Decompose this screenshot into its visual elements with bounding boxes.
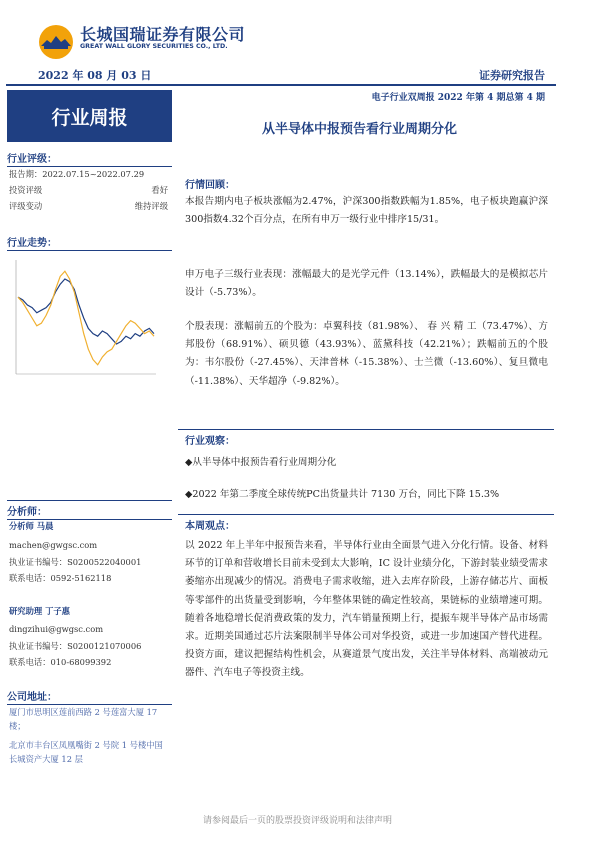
industry-trend-chart xyxy=(10,256,158,384)
rating-row-change xyxy=(9,200,168,212)
assistant-phone: 联系电话：010-68099392 xyxy=(9,657,112,667)
report-type: 证券研究报告 xyxy=(479,69,545,82)
assistant-cert: 执业证书编号：S0200121070006 xyxy=(9,641,142,651)
section-divider xyxy=(178,514,554,515)
report-title: 从半导体中报预告看行业周期分化 xyxy=(262,122,458,137)
address-xiamen: 厦门市思明区莲前西路 2 号莲富大厦 17 楼； xyxy=(9,707,158,731)
report-period: 报告期：2022.07.15~2022.07.29 xyxy=(9,169,145,179)
weekly-view-paragraph: 以 2022 年上半年中报预告来看，半导体行业由全面景气进入分化行情。设备、材料环节的订单和营收增长目前未受到太大影响，IC 设计业绩分化，下游封装业绩受需求萎缩亦出现减少的情况。消费电子需求收缩，进入去库存阶段，上游存储芯片、面板等零部件的出货量受到影响，今年整体果链的确定性较高，果链标的业绩增速可期。随着各地稳增长促消费政策的发力，汽车销量预期上行，提振车规半导体产品市场需求。近期美国通过芯片法案限制半导体公司对华投资，或进一步加速国产替代进程。投资方面，建议把握结构性机会，从赛道景气度出发，关注半导体材料、高端被动元器件、汽车电子等投资主线。 xyxy=(185,540,548,679)
rating-heading: 行业评级： xyxy=(7,150,172,167)
report-date: 2022 年 08 月 03 日 xyxy=(38,69,152,82)
market-review-p1: 本报告期内电子板块涨幅为2.47%，沪深300指数跌幅为1.85%，电子板块跑赢沪深300指数4.32个百分点，在所有申万一级行业中排序15/31。 xyxy=(185,196,548,226)
left-divider xyxy=(7,500,172,501)
market-review-p3: 个股表现：涨幅前五的个股为：卓翼科技（81.98%）、 春 兴 精 工（73.47%）、方邦股份（68.91%）、硕贝德（43.93%）、蓝黛科技（42.21%）；跌幅前五的个股为：韦尔股份（-27.45%）、天津普林（-15.38%）、士兰微（-13.60%）、复旦微电（-11.38%）、天华超净（-9.82%）。 xyxy=(185,321,548,387)
section-divider xyxy=(178,429,554,430)
industry-watch-heading: 行业观察： xyxy=(185,436,235,447)
rating-label: 投资评级 xyxy=(9,185,43,195)
assistant-name: 研究助理 丁子惠 xyxy=(9,606,70,616)
series-line-0 xyxy=(18,279,154,344)
rating-value: 看好 xyxy=(151,185,168,195)
industry-watch-item: ◆从半导体中报预告看行业周期分化 xyxy=(185,457,337,468)
rating-value: 维持评级 xyxy=(134,201,168,211)
rating-row-investment xyxy=(9,184,168,196)
company-logo-icon xyxy=(38,24,74,60)
market-review-p2: 申万电子三级行业表现：涨幅最大的是光学元件（13.14%），跌幅最大的是模拟芯片设计（-5.73%）。 xyxy=(185,269,548,299)
analyst-phone: 联系电话：0592-5162118 xyxy=(9,573,112,583)
analyst-name: 分析师 马晨 xyxy=(9,521,54,531)
address-beijing: 北京市丰台区凤凰嘴街 2 号院 1 号楼中国长城资产大厦 12 层 xyxy=(9,740,163,764)
report-series: 电子行业双周报 2022 年第 4 期总第 4 期 xyxy=(371,93,545,103)
company-name-cn: 长城国瑞证券有限公司 xyxy=(80,25,246,44)
trend-heading: 行业走势： xyxy=(7,234,172,251)
company-name-en: GREAT WALL GLORY SECURITIES CO., LTD. xyxy=(80,43,228,50)
analyst-heading: 分析师： xyxy=(7,503,172,520)
assistant-email[interactable]: dingzihui@gwgsc.com xyxy=(9,624,104,634)
report-category-banner: 行业周报 xyxy=(7,90,172,142)
rating-label: 评级变动 xyxy=(9,201,43,211)
address-heading: 公司地址： xyxy=(7,688,172,705)
header-divider xyxy=(6,84,556,86)
page-footer: 请参阅最后一页的股票投资评级说明和法律声明 xyxy=(202,816,392,826)
analyst-email[interactable]: machen@gwgsc.com xyxy=(9,540,98,550)
market-review-heading: 行情回顾： xyxy=(185,180,235,191)
series-line-1 xyxy=(18,271,154,365)
analyst-cert: 执业证书编号：S0200522040001 xyxy=(9,557,142,567)
industry-watch-item: ◆2022 年第二季度全球传统PC出货量共计 7130 万台，同比下降 15.3% xyxy=(185,489,500,500)
weekly-view-heading: 本周观点： xyxy=(185,521,235,532)
